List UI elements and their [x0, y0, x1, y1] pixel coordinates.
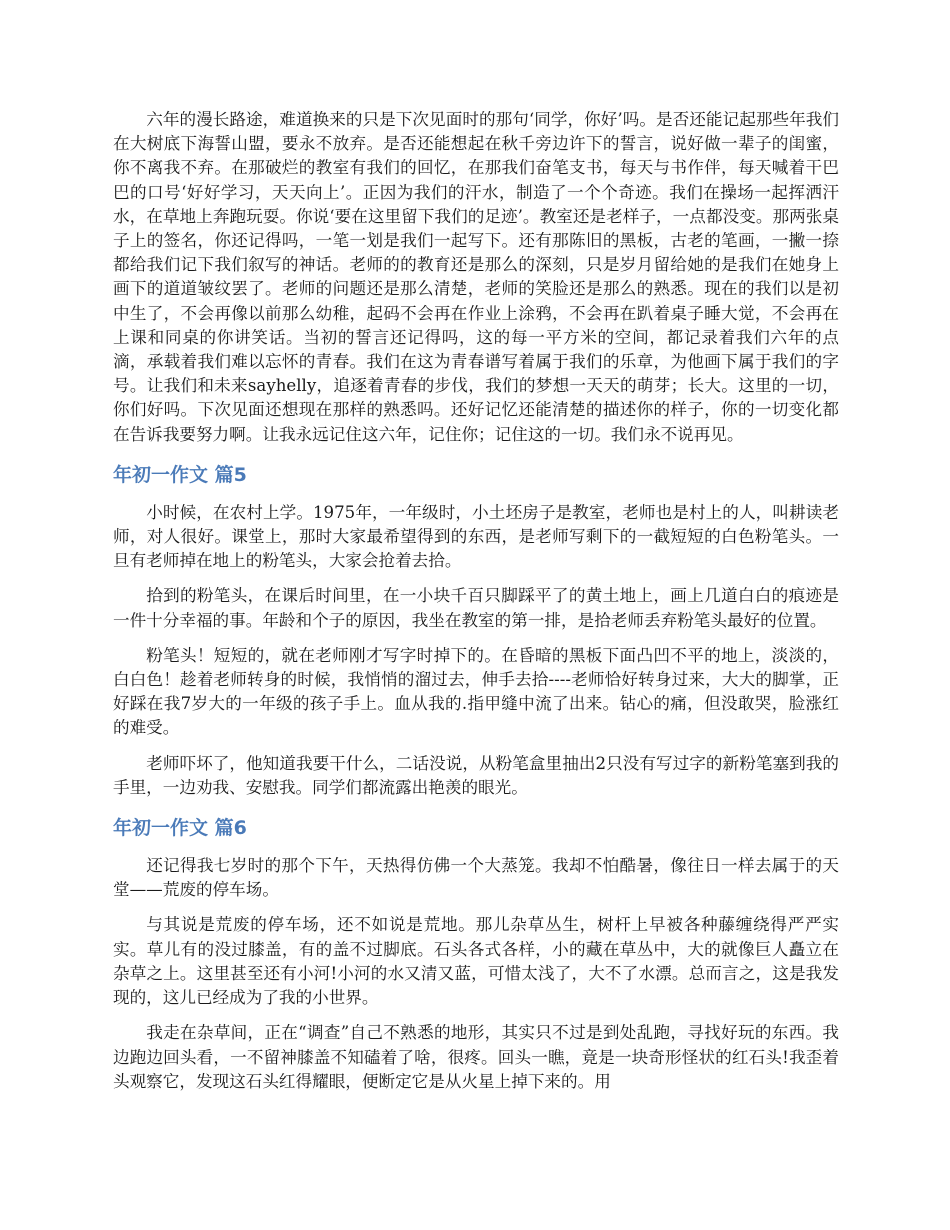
section-heading: 年初一作文 篇6	[113, 817, 247, 840]
paragraph: 还记得我七岁时的那个下午，天热得仿佛一个大蒸笼。我却不怕酷暑，像往日一样去属于的天堂——荒废的停车场。	[113, 856, 839, 900]
paragraph: 我走在杂草间，正在“调查”自己不熟悉的地形，其实只不过是到处乱跑，寻找好玩的东西。我边跑边回头看，一不留神膝盖不知磕着了啥，很疼。回头一瞧，竟是一块奇形怪状的红石头!我歪着头观察它，发现这石头红得耀眼，便断定它是从火星上掉下来的。用	[113, 1023, 839, 1091]
paragraph: 六年的漫长路途，难道换来的只是下次见面时的那句‘同学，你好’吗。是否还能记起那些年我们在大树底下海誓山盟，要永不放弃。是否还能想起在秋千旁边许下的誓言，说好做一辈子的闺蜜，你不离我不弃。在那破烂的教室有我们的回忆，在那我们奋笔支书，每天与书作伴，每天喊着干巴巴的口号‘好好学习，天天向上’。正因为我们的汗水，制造了一个个奇迹。我们在操场一起挥洒汗水，在草地上奔跑玩耍。你说‘要在这里留下我们的足迹’。教室还是老样子，一点都没变。那两张桌子上的签名，你还记得吗，一笔一划是我们一起写下。还有那陈旧的黑板，古老的笔画，一撇一捺都给我们记下我们叙写的神话。老师的的教育还是那么的深刻，只是岁月留给她的是我们在她身上画下的道道皱纹罢了。老师的问题还是那么清楚，老师的笑脸还是那么的熟悉。现在的我们以是初中生了，不会再像以前那么幼稚，起码不会再在作业上涂鸦，不会再在趴着桌子睡大觉，不会再在上课和同桌的你讲笑话。当初的誓言还记得吗，这的每一平方米的空间，都记录着我们六年的点滴，承载着我们难以忘怀的青春。我们在这为青春谱写着属于我们的乐章，为他画下属于我们的字号。让我们和未来sayhelly，追逐着青春的步伐，我们的梦想一天天的萌芽；长大。这里的一切，你们好吗。下次见面还想现在那样的熟悉吗。还好记忆还能清楚的描述你的样子，你的一切变化都在告诉我要努力啊。让我永远记住这六年，记住你；记住这的一切。我们永不说再见。	[113, 110, 839, 444]
paragraph: 拾到的粉笔头，在课后时间里，在一小块千百只脚踩平了的黄土地上，画上几道白白的痕迹是一件十分幸福的事。年龄和个子的原因，我坐在教室的第一排，是拾老师丢弃粉笔头最好的位置。	[113, 586, 839, 630]
document-body	[113, 108, 839, 1105]
section-heading: 年初一作文 篇5	[113, 463, 247, 486]
paragraph: 老师吓坏了，他知道我要干什么，二话没说，从粉笔盒里抽出2只没有写过字的新粉笔塞到我的手里，一边劝我、安慰我。同学们都流露出艳羡的眼光。	[113, 753, 839, 797]
paragraph: 小时候，在农村上学。1975年，一年级时，小土坯房子是教室，老师也是村上的人，叫耕读老师，对人很好。课堂上，那时大家最希望得到的东西，是老师写剩下的一截短短的白色粉笔头。一旦有老师掉在地上的粉笔头，大家会抢着去拾。	[113, 502, 839, 571]
paragraph: 粉笔头！短短的，就在老师刚才写字时掉下的。在昏暗的黑板下面凸凹不平的地上，淡淡的，白白色！趁着老师转身的时候，我悄悄的溜过去，伸手去拾----老师恰好转身过来，大大的脚掌，正好踩在我7岁大的一年级的孩子手上。血从我的.指甲缝中流了出来。钻心的痛，但没敢哭，脸涨红的难受。	[113, 645, 839, 738]
paragraph: 与其说是荒废的停车场，还不如说是荒地。那儿杂草丛生，树杆上早被各种藤缠绕得严严实实。草儿有的没过膝盖，有的盖不过脚底。石头各式各样，小的藏在草丛中，大的就像巨人矗立在杂草之上。这里甚至还有小河!小河的水又清又蓝，可惜太浅了，大不了水漂。总而言之，这是我发现的，这儿已经成为了我的小世界。	[113, 915, 839, 1008]
